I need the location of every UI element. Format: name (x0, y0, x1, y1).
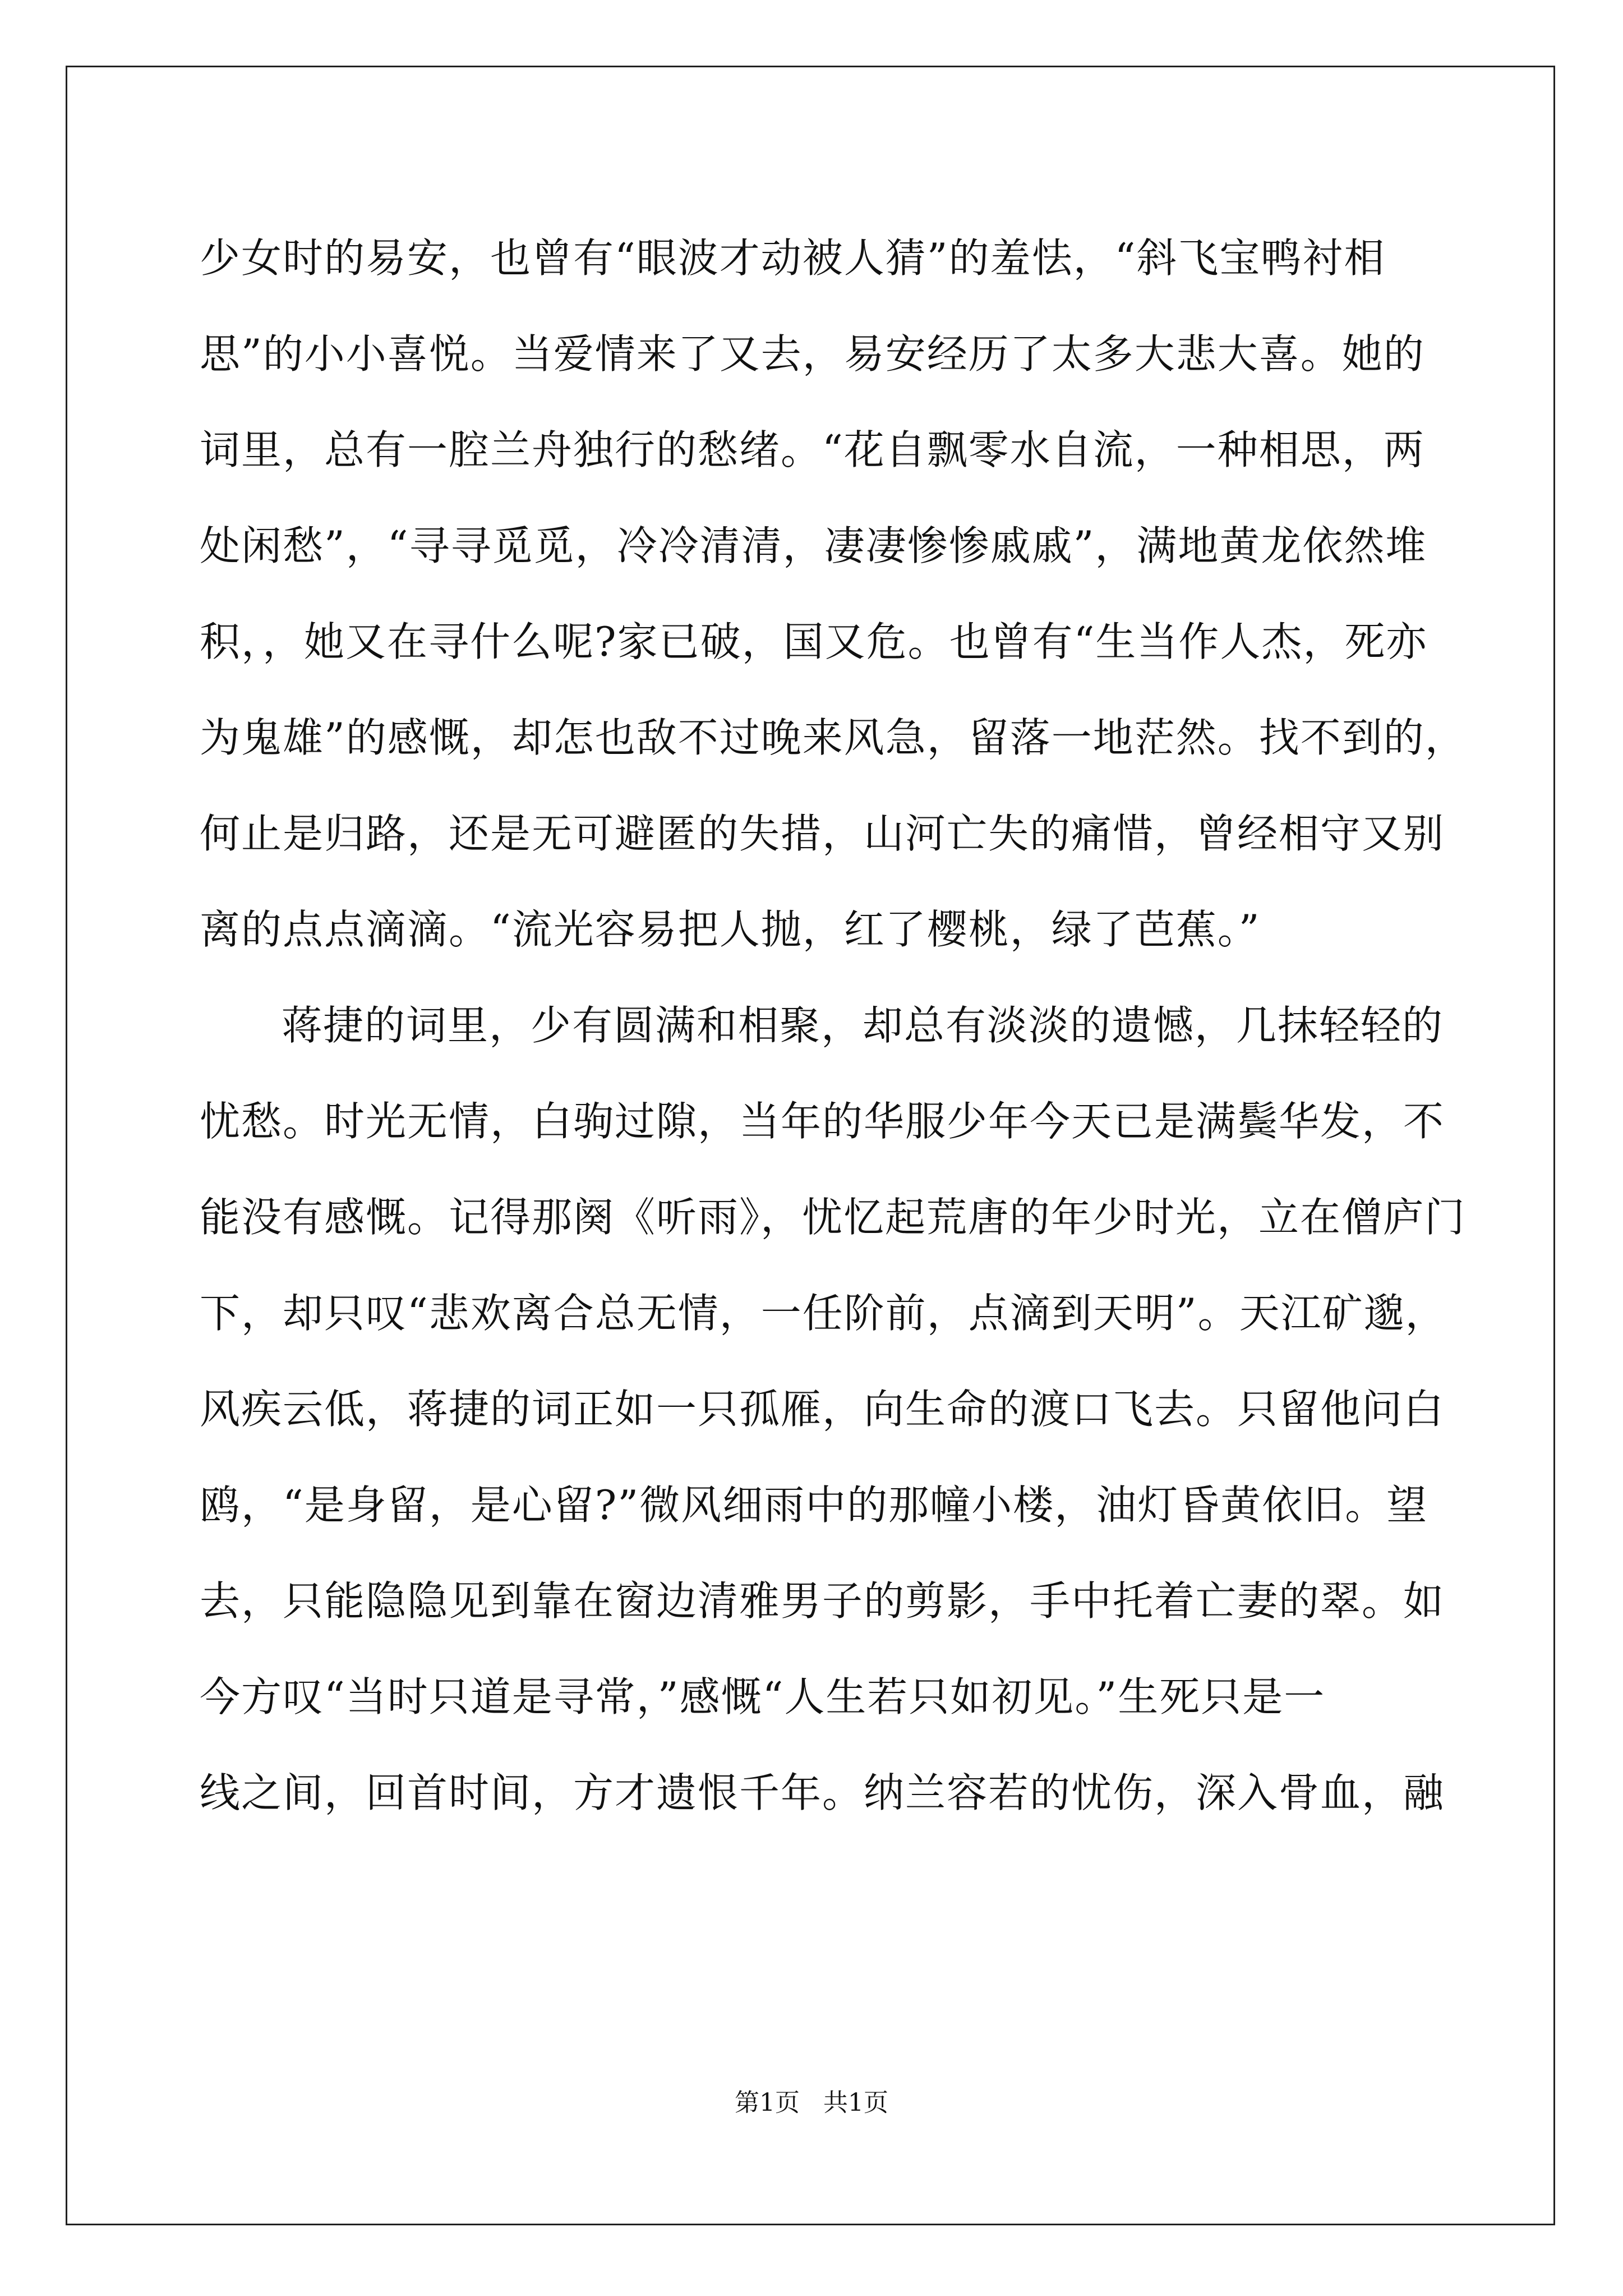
text-line: 线之间，回首时间，方才遗恨千年。纳兰容若的忧伤，深入骨血，融 (200, 1769, 1445, 1816)
text-line: 处闲愁”，“寻寻觅觅，冷冷清清，凄凄惨惨戚戚”，满地黄龙依然堆 (200, 522, 1427, 569)
page-number: 第1页 (735, 2088, 800, 2117)
page-total: 共1页 (823, 2088, 888, 2117)
text-line: 蒋捷的词里，少有圆满和相聚，却总有淡淡的遗憾，几抹轻轻的 (282, 1002, 1444, 1049)
text-line: 何止是归路，还是无可避匿的失措，山河亡失的痛惜，曾经相守又别 (200, 810, 1445, 857)
footer-separator (800, 2088, 823, 2117)
text-line: 风疾云低，蒋捷的词正如一只孤雁，向生命的渡口飞去。只留他问白 (200, 1386, 1445, 1433)
text-line: 鸥，“是身留，是心留?”微风细雨中的那幢小楼，油灯昏黄依旧。望 (200, 1481, 1428, 1529)
document-body (200, 210, 1467, 1841)
text-line: 今方叹“当时只道是寻常，”感慨“人生若只如初见。”生死只是一 (200, 1673, 1326, 1720)
text-line: 去，只能隐隐见到靠在窗边清雅男子的剪影，手中托着亡妻的翠。如 (200, 1577, 1445, 1625)
text-line: 少女时的易安，也曾有“眼波才动被人猜”的羞怯，“斜飞宝鸭衬相 (200, 234, 1386, 282)
text-line: 忧愁。时光无情，白驹过隙，当年的华服少年今天已是满鬓华发，不 (200, 1098, 1445, 1145)
paragraph-1 (200, 210, 1467, 978)
page-footer (0, 2086, 1623, 2120)
text-line: 离的点点滴滴。“流光容易把人抛，红了樱桃，绿了芭蕉。” (200, 906, 1261, 953)
paragraph-2 (200, 978, 1467, 1841)
text-line: 思”的小小喜悦。当爱情来了又去，易安经历了太多大悲大喜。她的 (200, 330, 1425, 378)
text-line: 下，却只叹“悲欢离合总无情，一任阶前，点滴到天明”。天江矿邈， (200, 1290, 1447, 1337)
text-line: 词里，总有一腔兰舟独行的愁绪。“花自飘零水自流，一种相思，两 (200, 426, 1425, 473)
text-line: 为鬼雄”的感慨，却怎也敌不过晚来风急，留落一地茫然。找不到的， (200, 714, 1467, 761)
text-line: 积，，她又在寻什么呢?家已破，国又危。也曾有“生当作人杰，死亦 (200, 618, 1428, 665)
text-line: 能没有感慨。记得那阕《听雨》，忧忆起荒唐的年少时光，立在僧庐门 (200, 1194, 1467, 1241)
